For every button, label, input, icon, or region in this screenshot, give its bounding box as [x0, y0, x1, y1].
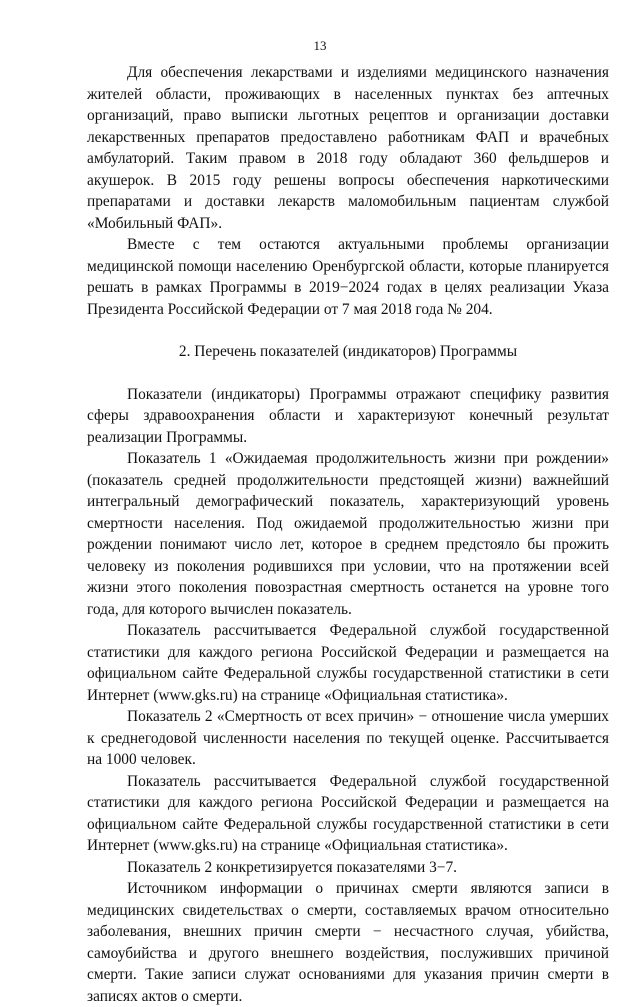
page-number: 13 [313, 38, 327, 53]
paragraph-actual-problems: Вместе с тем остаются актуальными проблемы организации медицинской помощи населению Оренбургской области, которые планируется решать в рамках Программы в 2019−2024 годах в целях реализации Указа Президента Российской Федерации от 7 мая 2018 года № 204. [87, 236, 609, 318]
paragraph-indicator-2-detail: Показатель 2 конкретизируется показателями 3−7. [127, 858, 458, 876]
paragraph-indicator-2: Показатель 2 «Смертность от всех причин» − отношение числа умерших к среднегодовой численности населения по текущей оценке. Рассчитывается на 1000 человек. [87, 708, 609, 768]
paragraph-death-causes-source: Источником информации о причинах смерти являются записи в медицинских свидетельствах о смерти, составляемых врачом относительно заболевания, внешних причин смерти − несчастного случая, убийства, самоубийства и другого внешнего воздействия, послуживших причиной смерти. Такие записи служат основаниями для указания причин смерти в записях актов о смерти. [87, 880, 609, 1005]
paragraph-medicine-supply: Для обеспечения лекарствами и изделиями медицинского назначения жителей области, проживающих в населенных пунктах без аптечных организаций, право выписки льготных рецептов и организации доставки лекарственных препаратов предоставлено работникам ФАП и врачебных амбулаторий. Таким правом в 2018 году обладают 360 фельдшеров и акушерок. В 2015 году решены вопросы обеспечения наркотическими препаратами и доставки лекарств маломобильным пациентам службой «Мобильный ФАП». [87, 64, 609, 232]
document-body [87, 62, 609, 1007]
paragraph-indicator-1-source: Показатель рассчитывается Федеральной службой государственной статистики для каждого региона Российской Федерации и размещается на официальном сайте Федеральной службы государственной статистики в сети Интернет (www.gks.ru) на странице «Официальная статистика». [87, 622, 609, 704]
paragraph-indicator-1: Показатель 1 «Ожидаемая продолжительность жизни при рождении» (показатель средней продолжительности предстоящей жизни) важнейший интегральный демографический показатель, характеризующий уровень смертности населения. Под ожидаемой продолжительностью жизни при рождении понимают число лет, которое в среднем предстояло бы прожить человеку из поколения родившихся при условии, что на протяжении всей жизни этого поколения повозрастная смертность останется на уровне того года, для которого вычислен показатель. [87, 450, 609, 618]
paragraph-indicator-2-source: Показатель рассчитывается Федеральной службой государственной статистики для каждого региона Российской Федерации и размещается на официальном сайте Федеральной службы государственной статистики в сети Интернет (www.gks.ru) на странице «Официальная статистика». [87, 772, 609, 854]
section-heading: 2. Перечень показателей (индикаторов) Программы [178, 343, 518, 360]
paragraph-indicators-intro: Показатели (индикаторы) Программы отражают специфику развития сферы здравоохранения области и характеризуют конечный результат реализации Программы. [87, 385, 609, 446]
